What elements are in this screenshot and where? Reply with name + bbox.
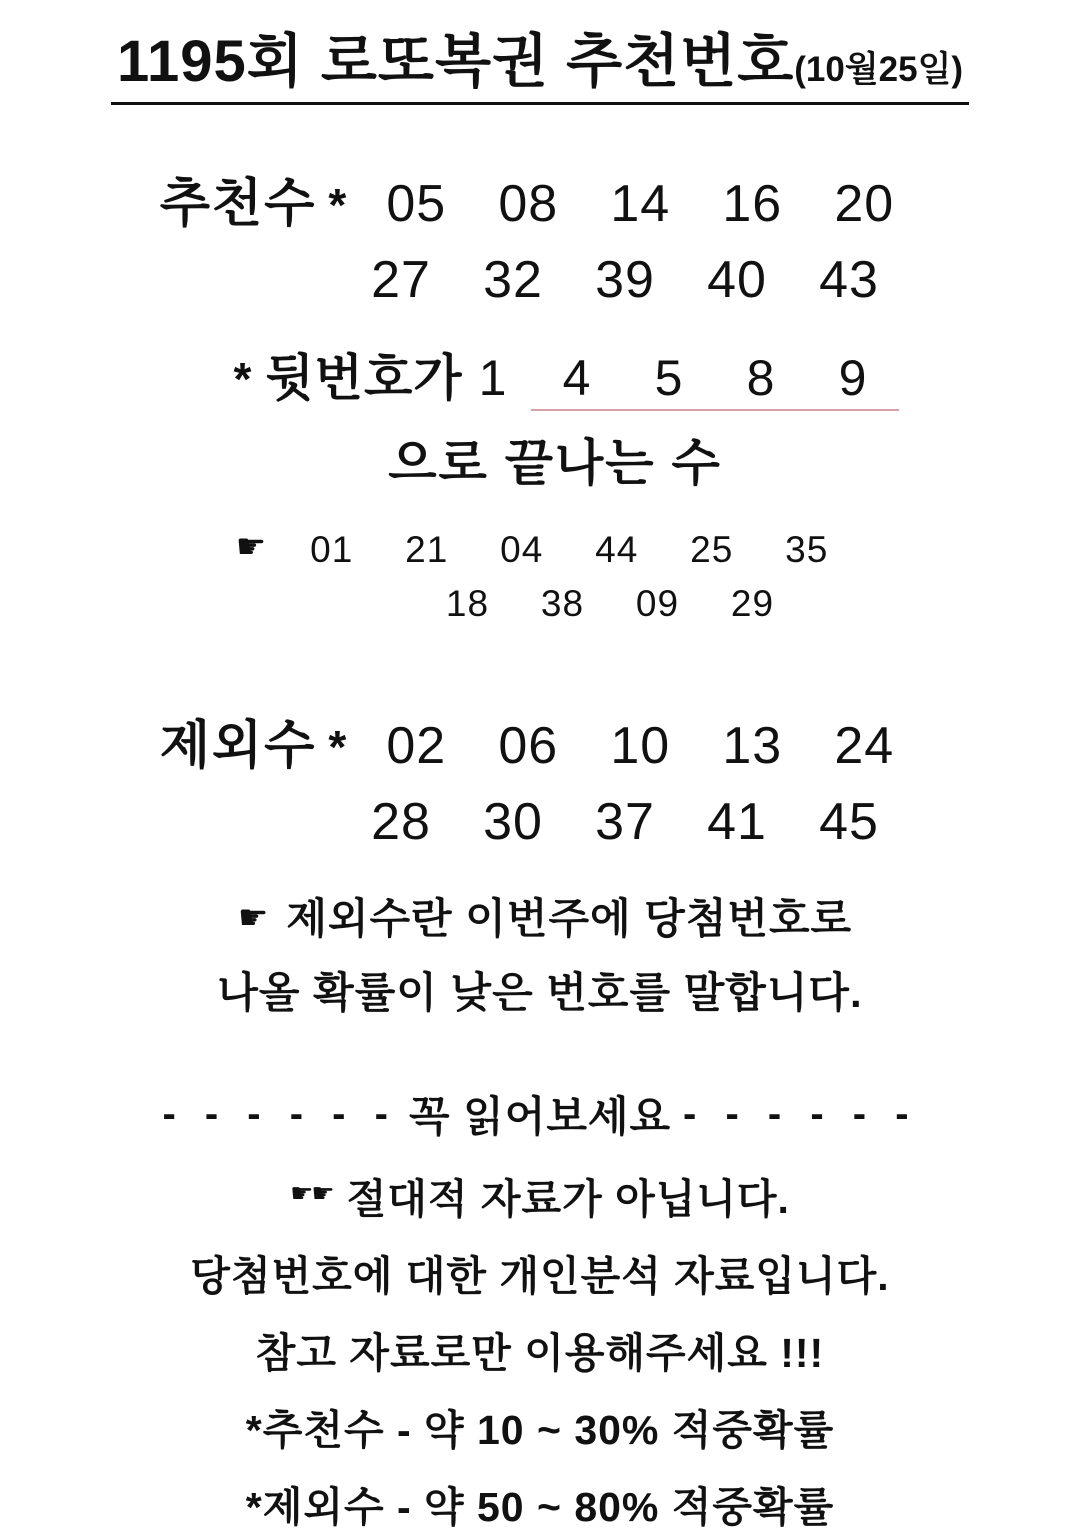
excluded-number: 45 (819, 793, 879, 851)
pointing-hand-icon: ☛ (237, 899, 269, 937)
tail-rule-text: 뒷번호가 (265, 350, 463, 406)
tail-list-number: 44 (595, 529, 639, 570)
excluded-number: 02 (386, 717, 447, 775)
excluded-number: 37 (595, 793, 655, 851)
page-title-date: (10월25일) (794, 50, 964, 89)
tail-list-number: 04 (500, 529, 544, 570)
tail-digit: 5 (654, 350, 683, 406)
tail-list-number: 18 (445, 583, 490, 624)
excluded-number: 41 (707, 793, 767, 851)
tail-digit: 4 (562, 350, 591, 406)
tail-list-number: 38 (540, 583, 585, 624)
tail-list-numbers-row-1 (284, 529, 854, 571)
tail-list-row-2 (0, 583, 1080, 625)
tail-list-number: 29 (730, 583, 775, 624)
footer-dashes-right: - - - - - - (683, 1091, 918, 1136)
recommended-number: 05 (386, 175, 447, 233)
recommended-numbers-row-1 (360, 174, 920, 234)
recommended-star: * (328, 179, 347, 231)
tail-list-row-1 (0, 529, 1080, 571)
tail-list-number: 09 (635, 583, 680, 624)
footer-line-2-row (0, 1243, 1080, 1302)
page-title (111, 14, 969, 105)
recommended-row-1 (0, 161, 1080, 236)
excluded-number: 13 (722, 717, 783, 775)
excluded-note-line-2: 나올 확률이 낮은 번호를 말합니다. (217, 969, 863, 1016)
excluded-number: 10 (610, 717, 671, 775)
recommended-number: 20 (834, 175, 895, 233)
tail-digit: 8 (746, 350, 775, 406)
footer-line-3: 참고 자료로만 이용해주세요 !!! (255, 1330, 825, 1376)
footer-line-3-row (0, 1320, 1080, 1379)
recommended-number: 16 (722, 175, 783, 233)
recommended-numbers-row-2 (345, 250, 905, 310)
excluded-numbers-row-1 (360, 716, 920, 776)
recommended-number: 08 (498, 175, 559, 233)
tail-rule-suffix: 으로 끝나는 수 (388, 435, 722, 491)
excluded-number: 24 (834, 717, 895, 775)
pointing-hand-icon: ☛ (235, 528, 267, 566)
recommended-row-2 (0, 250, 1080, 310)
footer-divider-text: 꼭 읽어보세요 (408, 1093, 672, 1140)
pointing-hand-icon: ☛☛ (290, 1178, 333, 1208)
footer-line-5: *제외수 - 약 50 ~ 80% 적중확률 (245, 1484, 835, 1530)
excluded-numbers-row-2 (345, 792, 905, 852)
recommended-number: 39 (595, 251, 655, 309)
excluded-note-row-1 (0, 886, 1080, 946)
tail-list-number: 35 (785, 529, 829, 570)
footer-line-4: *추천수 - 약 10 ~ 30% 적중확률 (245, 1407, 835, 1453)
excluded-row-2 (0, 792, 1080, 852)
recommended-number: 43 (819, 251, 879, 309)
page-title-main: 1195회 로또복권 추천번호 (116, 29, 795, 94)
footer-line-4-row (0, 1397, 1080, 1456)
recommended-label: 추천수 (159, 175, 317, 233)
footer-line-1: 절대적 자료가 아닙니다. (346, 1176, 790, 1222)
recommended-number: 27 (371, 251, 431, 309)
footer-line-1-row (0, 1166, 1080, 1225)
tail-list-numbers-row-2 (420, 583, 800, 625)
tail-star: * (233, 353, 252, 405)
recommended-number: 32 (483, 251, 543, 309)
excluded-number: 28 (371, 793, 431, 851)
recommended-number: 14 (610, 175, 671, 233)
excluded-number: 30 (483, 793, 543, 851)
footer-dashes-left: - - - - - - (162, 1091, 397, 1136)
footer-divider (0, 1084, 1080, 1144)
excluded-note-line-1: 제외수란 이번주에 당첨번호로 (286, 895, 853, 942)
tail-digit-group (531, 349, 899, 411)
excluded-star: * (328, 721, 347, 773)
tail-list-number: 25 (690, 529, 734, 570)
excluded-label: 제외수 (159, 717, 317, 775)
tail-first-digit: 1 (478, 350, 507, 406)
excluded-number: 06 (498, 717, 559, 775)
tail-rule-row (0, 338, 1080, 411)
tail-list-number: 21 (405, 529, 449, 570)
page-title-wrap (0, 0, 1080, 105)
excluded-row-1 (0, 703, 1080, 778)
tail-list-number: 01 (310, 529, 354, 570)
footer-line-5-row (0, 1474, 1080, 1533)
footer-line-2: 당첨번호에 대한 개인분석 자료입니다. (190, 1253, 890, 1299)
recommended-number: 40 (707, 251, 767, 309)
tail-digit: 9 (838, 350, 867, 406)
